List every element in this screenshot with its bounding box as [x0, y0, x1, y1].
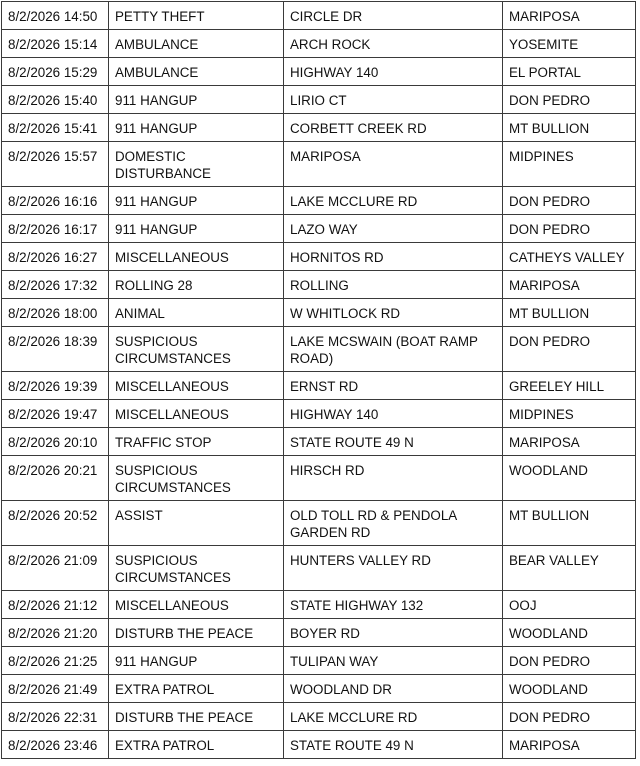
area-cell: MIDPINES [503, 400, 636, 428]
area-cell: DON PEDRO [503, 327, 636, 372]
table-row [2, 731, 636, 759]
datetime-cell: 8/2/2026 16:27 [2, 243, 109, 271]
table-row [2, 142, 636, 187]
datetime-cell: 8/2/2026 21:12 [2, 591, 109, 619]
datetime-cell: 8/2/2026 15:41 [2, 114, 109, 142]
call-type-cell: 911 HANGUP [109, 86, 284, 114]
address-cell: LAKE MCSWAIN (BOAT RAMP ROAD) [284, 327, 503, 372]
address-cell: CIRCLE DR [284, 2, 503, 30]
address-cell: MARIPOSA [284, 142, 503, 187]
datetime-cell: 8/2/2026 16:17 [2, 215, 109, 243]
area-cell: MT BULLION [503, 299, 636, 327]
call-type-cell: 911 HANGUP [109, 187, 284, 215]
address-cell: TULIPAN WAY [284, 647, 503, 675]
area-cell: OOJ [503, 591, 636, 619]
datetime-cell: 8/2/2026 16:16 [2, 187, 109, 215]
area-cell: GREELEY HILL [503, 372, 636, 400]
call-type-cell: ANIMAL [109, 299, 284, 327]
table-row [2, 456, 636, 501]
address-cell: HIGHWAY 140 [284, 58, 503, 86]
area-cell: DON PEDRO [503, 215, 636, 243]
table-row [2, 546, 636, 591]
table-row [2, 187, 636, 215]
datetime-cell: 8/2/2026 21:20 [2, 619, 109, 647]
datetime-cell: 8/2/2026 21:09 [2, 546, 109, 591]
table-row [2, 58, 636, 86]
table-row [2, 30, 636, 58]
table-row [2, 271, 636, 299]
address-cell: WOODLAND DR [284, 675, 503, 703]
area-cell: BEAR VALLEY [503, 546, 636, 591]
address-cell: HIGHWAY 140 [284, 400, 503, 428]
call-type-cell: ASSIST [109, 501, 284, 546]
address-cell: OLD TOLL RD & PENDOLA GARDEN RD [284, 501, 503, 546]
datetime-cell: 8/2/2026 19:47 [2, 400, 109, 428]
area-cell: MARIPOSA [503, 2, 636, 30]
address-cell: HORNITOS RD [284, 243, 503, 271]
table-row [2, 327, 636, 372]
call-type-cell: SUSPICIOUS CIRCUMSTANCES [109, 327, 284, 372]
area-cell: MT BULLION [503, 114, 636, 142]
area-cell: WOODLAND [503, 619, 636, 647]
datetime-cell: 8/2/2026 20:10 [2, 428, 109, 456]
area-cell: MARIPOSA [503, 271, 636, 299]
call-type-cell: MISCELLANEOUS [109, 243, 284, 271]
datetime-cell: 8/2/2026 17:32 [2, 271, 109, 299]
address-cell: LAKE MCCLURE RD [284, 187, 503, 215]
datetime-cell: 8/2/2026 18:00 [2, 299, 109, 327]
address-cell: BOYER RD [284, 619, 503, 647]
area-cell: WOODLAND [503, 675, 636, 703]
datetime-cell: 8/2/2026 23:46 [2, 731, 109, 759]
call-type-cell: PETTY THEFT [109, 2, 284, 30]
area-cell: DON PEDRO [503, 703, 636, 731]
address-cell: ERNST RD [284, 372, 503, 400]
call-type-cell: AMBULANCE [109, 30, 284, 58]
area-cell: MIDPINES [503, 142, 636, 187]
datetime-cell: 8/2/2026 15:14 [2, 30, 109, 58]
datetime-cell: 8/2/2026 15:40 [2, 86, 109, 114]
call-type-cell: DISTURB THE PEACE [109, 703, 284, 731]
table-row [2, 501, 636, 546]
datetime-cell: 8/2/2026 19:39 [2, 372, 109, 400]
table-row [2, 675, 636, 703]
area-cell: YOSEMITE [503, 30, 636, 58]
call-type-cell: DISTURB THE PEACE [109, 619, 284, 647]
call-type-cell: EXTRA PATROL [109, 731, 284, 759]
address-cell: CORBETT CREEK RD [284, 114, 503, 142]
address-cell: STATE ROUTE 49 N [284, 428, 503, 456]
call-type-cell: MISCELLANEOUS [109, 400, 284, 428]
call-type-cell: SUSPICIOUS CIRCUMSTANCES [109, 546, 284, 591]
table-row [2, 400, 636, 428]
datetime-cell: 8/2/2026 14:50 [2, 2, 109, 30]
area-cell: DON PEDRO [503, 647, 636, 675]
call-type-cell: EXTRA PATROL [109, 675, 284, 703]
call-type-cell: 911 HANGUP [109, 215, 284, 243]
address-cell: HUNTERS VALLEY RD [284, 546, 503, 591]
datetime-cell: 8/2/2026 21:25 [2, 647, 109, 675]
area-cell: DON PEDRO [503, 86, 636, 114]
address-cell: LAKE MCCLURE RD [284, 703, 503, 731]
address-cell: W WHITLOCK RD [284, 299, 503, 327]
area-cell: EL PORTAL [503, 58, 636, 86]
table-row [2, 619, 636, 647]
call-type-cell: 911 HANGUP [109, 647, 284, 675]
table-row [2, 114, 636, 142]
call-type-cell: ROLLING 28 [109, 271, 284, 299]
call-type-cell: MISCELLANEOUS [109, 591, 284, 619]
table-row [2, 243, 636, 271]
datetime-cell: 8/2/2026 18:39 [2, 327, 109, 372]
area-cell: MARIPOSA [503, 731, 636, 759]
address-cell: STATE HIGHWAY 132 [284, 591, 503, 619]
area-cell: WOODLAND [503, 456, 636, 501]
area-cell: MARIPOSA [503, 428, 636, 456]
call-type-cell: MISCELLANEOUS [109, 372, 284, 400]
address-cell: HIRSCH RD [284, 456, 503, 501]
table-row [2, 591, 636, 619]
table-row [2, 703, 636, 731]
area-cell: DON PEDRO [503, 187, 636, 215]
datetime-cell: 8/2/2026 21:49 [2, 675, 109, 703]
table-row [2, 299, 636, 327]
address-cell: ROLLING [284, 271, 503, 299]
address-cell: LAZO WAY [284, 215, 503, 243]
call-type-cell: 911 HANGUP [109, 114, 284, 142]
table-row [2, 372, 636, 400]
datetime-cell: 8/2/2026 15:29 [2, 58, 109, 86]
table-row [2, 86, 636, 114]
call-type-cell: DOMESTIC DISTURBANCE [109, 142, 284, 187]
address-cell: STATE ROUTE 49 N [284, 731, 503, 759]
incident-log-body [2, 2, 636, 759]
table-row [2, 647, 636, 675]
datetime-cell: 8/2/2026 22:31 [2, 703, 109, 731]
datetime-cell: 8/2/2026 20:52 [2, 501, 109, 546]
call-type-cell: SUSPICIOUS CIRCUMSTANCES [109, 456, 284, 501]
call-type-cell: TRAFFIC STOP [109, 428, 284, 456]
address-cell: ARCH ROCK [284, 30, 503, 58]
table-row [2, 428, 636, 456]
address-cell: LIRIO CT [284, 86, 503, 114]
incident-log-table [1, 1, 636, 759]
datetime-cell: 8/2/2026 15:57 [2, 142, 109, 187]
area-cell: MT BULLION [503, 501, 636, 546]
table-row [2, 2, 636, 30]
table-row [2, 215, 636, 243]
datetime-cell: 8/2/2026 20:21 [2, 456, 109, 501]
call-type-cell: AMBULANCE [109, 58, 284, 86]
area-cell: CATHEYS VALLEY [503, 243, 636, 271]
